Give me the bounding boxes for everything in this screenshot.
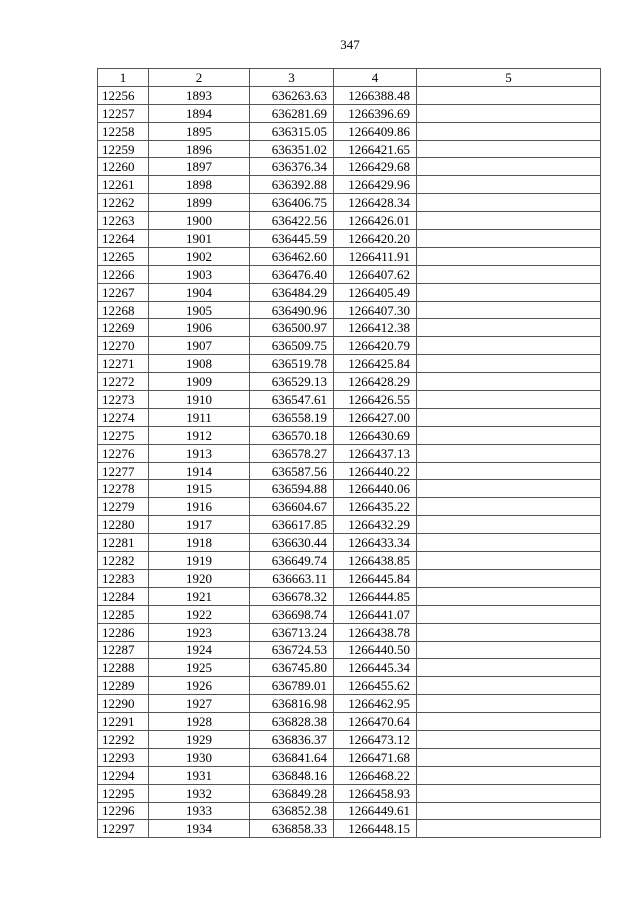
y-coordinate-cell: 1266412.38 xyxy=(334,319,417,337)
table-row xyxy=(98,104,601,122)
x-coordinate-cell: 636500.97 xyxy=(250,319,334,337)
y-coordinate-cell: 1266388.48 xyxy=(334,86,417,104)
row-number-cell: 12258 xyxy=(98,122,149,140)
notes-cell xyxy=(417,122,601,140)
point-number-cell: 1933 xyxy=(149,802,250,820)
row-number-cell: 12292 xyxy=(98,730,149,748)
x-coordinate-cell: 636828.38 xyxy=(250,713,334,731)
table-row xyxy=(98,391,601,409)
notes-cell xyxy=(417,605,601,623)
row-number-cell: 12272 xyxy=(98,373,149,391)
row-number-cell: 12295 xyxy=(98,784,149,802)
column-header-2: 2 xyxy=(149,69,250,87)
x-coordinate-cell: 636281.69 xyxy=(250,104,334,122)
row-number-cell: 12278 xyxy=(98,480,149,498)
table-row xyxy=(98,337,601,355)
point-number-cell: 1934 xyxy=(149,820,250,838)
row-number-cell: 12264 xyxy=(98,230,149,248)
x-coordinate-cell: 636558.19 xyxy=(250,408,334,426)
table-row xyxy=(98,194,601,212)
table-header xyxy=(98,69,601,87)
point-number-cell: 1915 xyxy=(149,480,250,498)
point-number-cell: 1916 xyxy=(149,498,250,516)
notes-cell xyxy=(417,426,601,444)
table-row xyxy=(98,140,601,158)
x-coordinate-cell: 636724.53 xyxy=(250,641,334,659)
point-number-cell: 1906 xyxy=(149,319,250,337)
x-coordinate-cell: 636698.74 xyxy=(250,605,334,623)
y-coordinate-cell: 1266445.84 xyxy=(334,569,417,587)
notes-cell xyxy=(417,516,601,534)
x-coordinate-cell: 636858.33 xyxy=(250,820,334,838)
point-number-cell: 1911 xyxy=(149,408,250,426)
y-coordinate-cell: 1266444.85 xyxy=(334,587,417,605)
x-coordinate-cell: 636841.64 xyxy=(250,748,334,766)
table-row xyxy=(98,569,601,587)
notes-cell xyxy=(417,140,601,158)
y-coordinate-cell: 1266470.64 xyxy=(334,713,417,731)
y-coordinate-cell: 1266426.55 xyxy=(334,391,417,409)
notes-cell xyxy=(417,480,601,498)
x-coordinate-cell: 636836.37 xyxy=(250,730,334,748)
point-number-cell: 1926 xyxy=(149,677,250,695)
y-coordinate-cell: 1266438.85 xyxy=(334,552,417,570)
row-number-cell: 12297 xyxy=(98,820,149,838)
point-number-cell: 1893 xyxy=(149,86,250,104)
x-coordinate-cell: 636604.67 xyxy=(250,498,334,516)
row-number-cell: 12289 xyxy=(98,677,149,695)
table-row xyxy=(98,587,601,605)
notes-cell xyxy=(417,319,601,337)
point-number-cell: 1921 xyxy=(149,587,250,605)
y-coordinate-cell: 1266440.50 xyxy=(334,641,417,659)
y-coordinate-cell: 1266432.29 xyxy=(334,516,417,534)
point-number-cell: 1924 xyxy=(149,641,250,659)
y-coordinate-cell: 1266426.01 xyxy=(334,212,417,230)
x-coordinate-cell: 636713.24 xyxy=(250,623,334,641)
table-row xyxy=(98,516,601,534)
table-row xyxy=(98,408,601,426)
notes-cell xyxy=(417,265,601,283)
row-number-cell: 12287 xyxy=(98,641,149,659)
row-number-cell: 12267 xyxy=(98,283,149,301)
notes-cell xyxy=(417,587,601,605)
table-row xyxy=(98,677,601,695)
y-coordinate-cell: 1266468.22 xyxy=(334,766,417,784)
table-row xyxy=(98,426,601,444)
x-coordinate-cell: 636529.13 xyxy=(250,373,334,391)
row-number-cell: 12281 xyxy=(98,534,149,552)
notes-cell xyxy=(417,247,601,265)
x-coordinate-cell: 636745.80 xyxy=(250,659,334,677)
y-coordinate-cell: 1266420.20 xyxy=(334,230,417,248)
notes-cell xyxy=(417,784,601,802)
table-row xyxy=(98,444,601,462)
y-coordinate-cell: 1266473.12 xyxy=(334,730,417,748)
notes-cell xyxy=(417,444,601,462)
point-number-cell: 1902 xyxy=(149,247,250,265)
point-number-cell: 1910 xyxy=(149,391,250,409)
x-coordinate-cell: 636519.78 xyxy=(250,355,334,373)
x-coordinate-cell: 636678.32 xyxy=(250,587,334,605)
table-row xyxy=(98,766,601,784)
row-number-cell: 12291 xyxy=(98,713,149,731)
notes-cell xyxy=(417,820,601,838)
table-row xyxy=(98,623,601,641)
table-row xyxy=(98,355,601,373)
table-row xyxy=(98,265,601,283)
table-row xyxy=(98,319,601,337)
table-row xyxy=(98,641,601,659)
notes-cell xyxy=(417,301,601,319)
notes-cell xyxy=(417,641,601,659)
notes-cell xyxy=(417,355,601,373)
table-row xyxy=(98,373,601,391)
table-row xyxy=(98,534,601,552)
notes-cell xyxy=(417,158,601,176)
row-number-cell: 12256 xyxy=(98,86,149,104)
notes-cell xyxy=(417,713,601,731)
notes-cell xyxy=(417,337,601,355)
x-coordinate-cell: 636263.63 xyxy=(250,86,334,104)
row-number-cell: 12270 xyxy=(98,337,149,355)
x-coordinate-cell: 636422.56 xyxy=(250,212,334,230)
x-coordinate-cell: 636630.44 xyxy=(250,534,334,552)
table-row xyxy=(98,659,601,677)
row-number-cell: 12265 xyxy=(98,247,149,265)
header-row xyxy=(98,69,601,87)
row-number-cell: 12268 xyxy=(98,301,149,319)
notes-cell xyxy=(417,212,601,230)
table-row xyxy=(98,480,601,498)
point-number-cell: 1900 xyxy=(149,212,250,230)
row-number-cell: 12275 xyxy=(98,426,149,444)
point-number-cell: 1903 xyxy=(149,265,250,283)
notes-cell xyxy=(417,86,601,104)
y-coordinate-cell: 1266440.22 xyxy=(334,462,417,480)
notes-cell xyxy=(417,569,601,587)
notes-cell xyxy=(417,766,601,784)
row-number-cell: 12282 xyxy=(98,552,149,570)
point-number-cell: 1904 xyxy=(149,283,250,301)
notes-cell xyxy=(417,534,601,552)
point-number-cell: 1919 xyxy=(149,552,250,570)
x-coordinate-cell: 636547.61 xyxy=(250,391,334,409)
row-number-cell: 12263 xyxy=(98,212,149,230)
y-coordinate-cell: 1266429.96 xyxy=(334,176,417,194)
row-number-cell: 12274 xyxy=(98,408,149,426)
row-number-cell: 12273 xyxy=(98,391,149,409)
row-number-cell: 12286 xyxy=(98,623,149,641)
row-number-cell: 12288 xyxy=(98,659,149,677)
point-number-cell: 1899 xyxy=(149,194,250,212)
notes-cell xyxy=(417,677,601,695)
y-coordinate-cell: 1266435.22 xyxy=(334,498,417,516)
notes-cell xyxy=(417,802,601,820)
point-number-cell: 1895 xyxy=(149,122,250,140)
y-coordinate-cell: 1266441.07 xyxy=(334,605,417,623)
point-number-cell: 1907 xyxy=(149,337,250,355)
y-coordinate-cell: 1266445.34 xyxy=(334,659,417,677)
point-number-cell: 1913 xyxy=(149,444,250,462)
x-coordinate-cell: 636570.18 xyxy=(250,426,334,444)
notes-cell xyxy=(417,408,601,426)
y-coordinate-cell: 1266396.69 xyxy=(334,104,417,122)
y-coordinate-cell: 1266438.78 xyxy=(334,623,417,641)
point-number-cell: 1909 xyxy=(149,373,250,391)
x-coordinate-cell: 636315.05 xyxy=(250,122,334,140)
point-number-cell: 1894 xyxy=(149,104,250,122)
column-header-3: 3 xyxy=(250,69,334,87)
notes-cell xyxy=(417,498,601,516)
table-row xyxy=(98,212,601,230)
table-row xyxy=(98,176,601,194)
point-number-cell: 1905 xyxy=(149,301,250,319)
table-row xyxy=(98,283,601,301)
notes-cell xyxy=(417,462,601,480)
y-coordinate-cell: 1266433.34 xyxy=(334,534,417,552)
x-coordinate-cell: 636392.88 xyxy=(250,176,334,194)
table-row xyxy=(98,158,601,176)
point-number-cell: 1896 xyxy=(149,140,250,158)
point-number-cell: 1925 xyxy=(149,659,250,677)
notes-cell xyxy=(417,230,601,248)
table-row xyxy=(98,247,601,265)
notes-cell xyxy=(417,176,601,194)
notes-cell xyxy=(417,104,601,122)
notes-cell xyxy=(417,748,601,766)
point-number-cell: 1931 xyxy=(149,766,250,784)
point-number-cell: 1928 xyxy=(149,713,250,731)
point-number-cell: 1927 xyxy=(149,695,250,713)
table-row xyxy=(98,605,601,623)
notes-cell xyxy=(417,283,601,301)
row-number-cell: 12269 xyxy=(98,319,149,337)
table-body xyxy=(98,86,601,837)
column-header-4: 4 xyxy=(334,69,417,87)
x-coordinate-cell: 636587.56 xyxy=(250,462,334,480)
x-coordinate-cell: 636594.88 xyxy=(250,480,334,498)
row-number-cell: 12285 xyxy=(98,605,149,623)
table-row xyxy=(98,820,601,838)
point-number-cell: 1930 xyxy=(149,748,250,766)
table-row xyxy=(98,730,601,748)
y-coordinate-cell: 1266409.86 xyxy=(334,122,417,140)
table-row xyxy=(98,122,601,140)
x-coordinate-cell: 636484.29 xyxy=(250,283,334,301)
table-row xyxy=(98,230,601,248)
y-coordinate-cell: 1266407.30 xyxy=(334,301,417,319)
row-number-cell: 12276 xyxy=(98,444,149,462)
notes-cell xyxy=(417,659,601,677)
x-coordinate-cell: 636406.75 xyxy=(250,194,334,212)
y-coordinate-cell: 1266411.91 xyxy=(334,247,417,265)
table-row xyxy=(98,713,601,731)
table-row xyxy=(98,301,601,319)
point-number-cell: 1923 xyxy=(149,623,250,641)
x-coordinate-cell: 636617.85 xyxy=(250,516,334,534)
row-number-cell: 12280 xyxy=(98,516,149,534)
point-number-cell: 1918 xyxy=(149,534,250,552)
table-row xyxy=(98,802,601,820)
point-number-cell: 1898 xyxy=(149,176,250,194)
y-coordinate-cell: 1266458.93 xyxy=(334,784,417,802)
table-row xyxy=(98,784,601,802)
notes-cell xyxy=(417,552,601,570)
x-coordinate-cell: 636852.38 xyxy=(250,802,334,820)
x-coordinate-cell: 636462.60 xyxy=(250,247,334,265)
y-coordinate-cell: 1266427.00 xyxy=(334,408,417,426)
row-number-cell: 12257 xyxy=(98,104,149,122)
table-row xyxy=(98,86,601,104)
x-coordinate-cell: 636789.01 xyxy=(250,677,334,695)
x-coordinate-cell: 636445.59 xyxy=(250,230,334,248)
table-row xyxy=(98,552,601,570)
notes-cell xyxy=(417,391,601,409)
notes-cell xyxy=(417,623,601,641)
x-coordinate-cell: 636849.28 xyxy=(250,784,334,802)
table-row xyxy=(98,695,601,713)
x-coordinate-cell: 636476.40 xyxy=(250,265,334,283)
y-coordinate-cell: 1266407.62 xyxy=(334,265,417,283)
row-number-cell: 12279 xyxy=(98,498,149,516)
table-row xyxy=(98,498,601,516)
point-number-cell: 1922 xyxy=(149,605,250,623)
x-coordinate-cell: 636649.74 xyxy=(250,552,334,570)
row-number-cell: 12277 xyxy=(98,462,149,480)
y-coordinate-cell: 1266428.29 xyxy=(334,373,417,391)
point-number-cell: 1908 xyxy=(149,355,250,373)
notes-cell xyxy=(417,730,601,748)
x-coordinate-cell: 636578.27 xyxy=(250,444,334,462)
row-number-cell: 12261 xyxy=(98,176,149,194)
y-coordinate-cell: 1266428.34 xyxy=(334,194,417,212)
point-number-cell: 1901 xyxy=(149,230,250,248)
point-number-cell: 1914 xyxy=(149,462,250,480)
row-number-cell: 12262 xyxy=(98,194,149,212)
point-number-cell: 1912 xyxy=(149,426,250,444)
row-number-cell: 12294 xyxy=(98,766,149,784)
point-number-cell: 1932 xyxy=(149,784,250,802)
point-number-cell: 1917 xyxy=(149,516,250,534)
row-number-cell: 12260 xyxy=(98,158,149,176)
y-coordinate-cell: 1266421.65 xyxy=(334,140,417,158)
notes-cell xyxy=(417,695,601,713)
y-coordinate-cell: 1266430.69 xyxy=(334,426,417,444)
point-number-cell: 1897 xyxy=(149,158,250,176)
y-coordinate-cell: 1266448.15 xyxy=(334,820,417,838)
x-coordinate-cell: 636490.96 xyxy=(250,301,334,319)
column-header-1: 1 xyxy=(98,69,149,87)
row-number-cell: 12283 xyxy=(98,569,149,587)
x-coordinate-cell: 636848.16 xyxy=(250,766,334,784)
notes-cell xyxy=(417,194,601,212)
y-coordinate-cell: 1266462.95 xyxy=(334,695,417,713)
x-coordinate-cell: 636663.11 xyxy=(250,569,334,587)
column-header-5: 5 xyxy=(417,69,601,87)
x-coordinate-cell: 636351.02 xyxy=(250,140,334,158)
y-coordinate-cell: 1266455.62 xyxy=(334,677,417,695)
table-row xyxy=(98,462,601,480)
point-number-cell: 1920 xyxy=(149,569,250,587)
row-number-cell: 12266 xyxy=(98,265,149,283)
y-coordinate-cell: 1266440.06 xyxy=(334,480,417,498)
y-coordinate-cell: 1266429.68 xyxy=(334,158,417,176)
table-row xyxy=(98,748,601,766)
row-number-cell: 12293 xyxy=(98,748,149,766)
x-coordinate-cell: 636509.75 xyxy=(250,337,334,355)
y-coordinate-cell: 1266449.61 xyxy=(334,802,417,820)
y-coordinate-cell: 1266437.13 xyxy=(334,444,417,462)
coordinates-table xyxy=(97,68,601,838)
y-coordinate-cell: 1266425.84 xyxy=(334,355,417,373)
x-coordinate-cell: 636816.98 xyxy=(250,695,334,713)
row-number-cell: 12290 xyxy=(98,695,149,713)
notes-cell xyxy=(417,373,601,391)
y-coordinate-cell: 1266405.49 xyxy=(334,283,417,301)
y-coordinate-cell: 1266420.79 xyxy=(334,337,417,355)
x-coordinate-cell: 636376.34 xyxy=(250,158,334,176)
point-number-cell: 1929 xyxy=(149,730,250,748)
row-number-cell: 12296 xyxy=(98,802,149,820)
row-number-cell: 12259 xyxy=(98,140,149,158)
row-number-cell: 12271 xyxy=(98,355,149,373)
page-number: 347 xyxy=(340,37,360,52)
row-number-cell: 12284 xyxy=(98,587,149,605)
y-coordinate-cell: 1266471.68 xyxy=(334,748,417,766)
